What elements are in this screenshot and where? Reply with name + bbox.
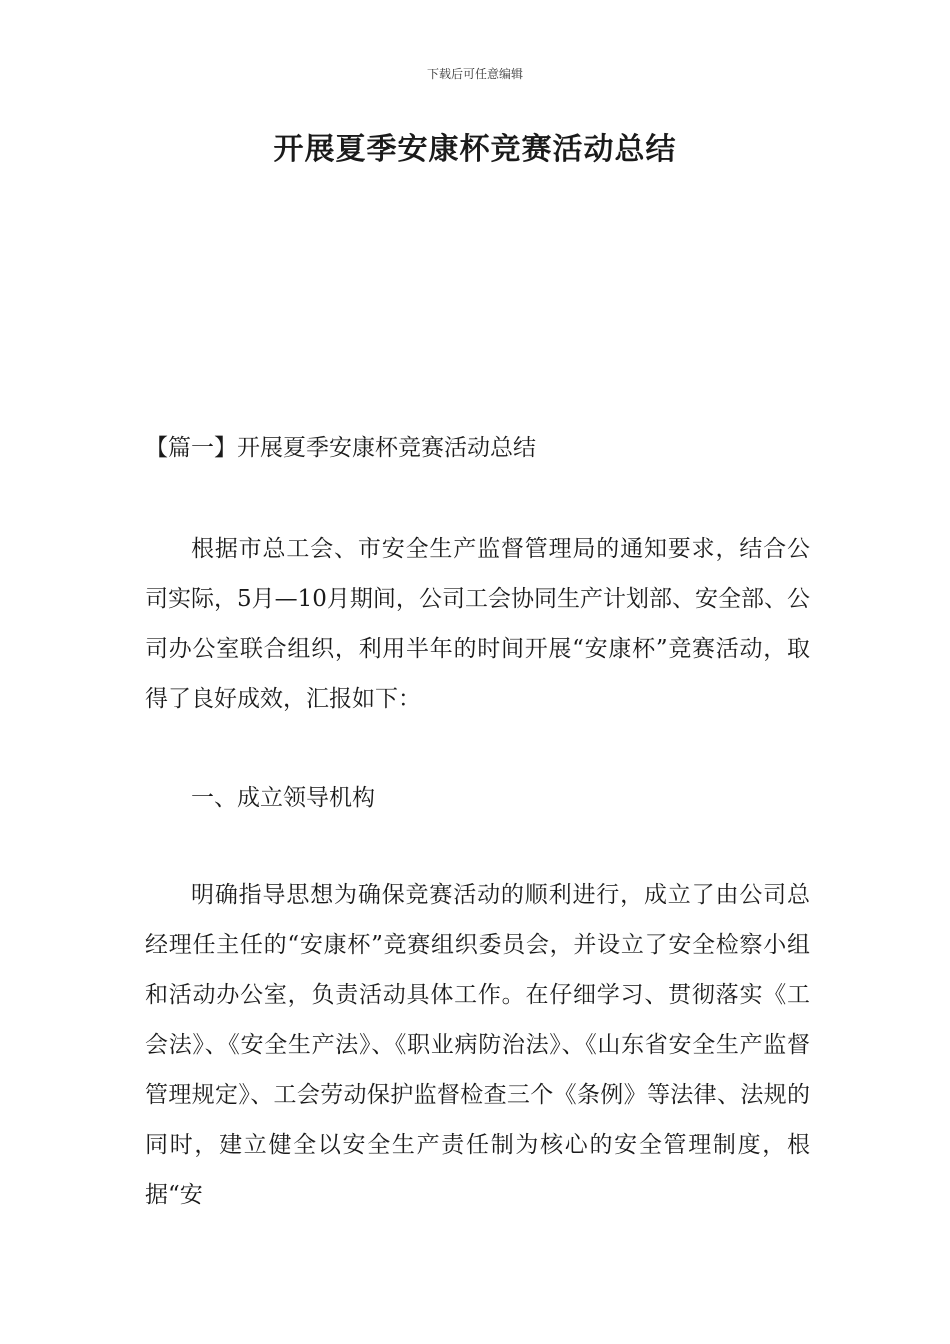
paragraph-intro: 根据市总工会、市安全生产监督管理局的通知要求，结合公司实际，5月—10月期间，公司工会协同生产计划部、安全部、公司办公室联合组织，利用半年的时间开展“安康杯”竞赛活动，取得了良好成效，汇报如下： <box>145 536 810 712</box>
sub-heading: 一、成立领导机构 <box>191 785 375 811</box>
header-note: 下载后可任意编辑 <box>426 67 523 81</box>
paragraph-leadership: 明确指导思想为确保竞赛活动的顺利进行，成立了由公司总经理任主任的“安康杯”竞赛组织委员会，并设立了安全检察小组和活动办公室，负责活动具体工作。在仔细学习、贯彻落实《工会法》、《安全生产法》、《职业病防治法》、《山东省安全生产监督管理规定》、工会劳动保护监督检查三个《条例》等法律、法规的同时，建立健全以安全生产责任制为核心的安全管理制度，根据“安 <box>145 882 810 1208</box>
section-heading: 【篇一】开展夏季安康杯竞赛活动总结 <box>145 435 536 461</box>
document-title: 开展夏季安康杯竞赛活动总结 <box>273 132 677 167</box>
